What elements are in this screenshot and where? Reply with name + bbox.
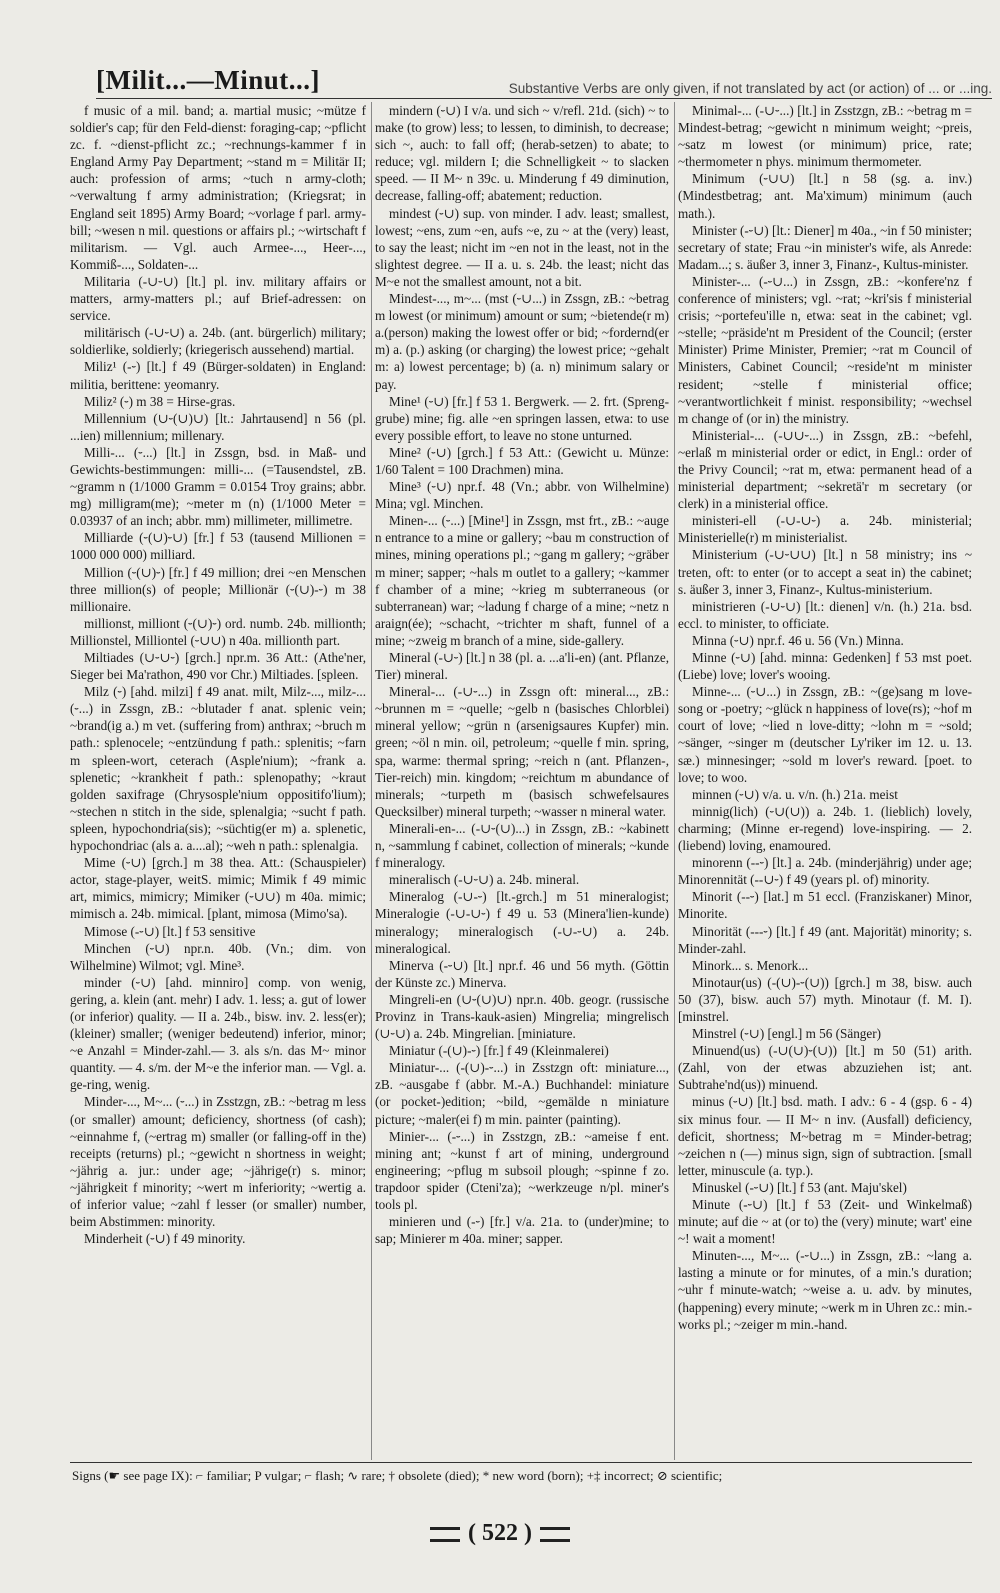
page-title: [Milit...—Minut...] — [96, 65, 320, 95]
dictionary-entry: Miliz² (⏑) m 38 = Hirse-gras. — [84, 393, 236, 409]
dictionary-entry: Minimal-... (-∪⏑...) [lt.] in Zsstzgn, zB.: ~betrag m = Mindest-betrag; ~gewicht n minimum weight; ~preis, ~satz m lowest (or minimum) price, rate; ~thermometer n phys. minimum thermometer. — [678, 103, 972, 170]
dictionary-entry: Minne (⏑∪) [ahd. minna: Gedenken] f 53 mst poet. (Liebe) love; lover's wooing. — [678, 650, 972, 683]
dictionary-entry: Minorität (---⏑) [lt.] f 49 (ant. Majorität) minority; s. Minder-zahl. — [678, 923, 972, 956]
dictionary-entry: mineralisch (-∪⏑∪) a. 24b. mineral. — [389, 872, 580, 888]
dictionary-entry: minnen (⏑∪) v/a. u. v/n. (h.) 21a. meist — [692, 786, 898, 802]
dictionary-entry: Minotaur(us) (-(∪)-⏑(∪)) [grch.] m 38, bisw. auch 50 (37), bisw. auch 57) myth. Minotaur (f. M. I). [minstrel. — [678, 974, 972, 1024]
dictionary-entry: Minier-... (-⏑...) in Zsstzgn, zB.: ~ameise f ent. mining ant; ~kunst f art of mining, underground engineering; ~pflug m subsoil plough; ~spinne f zo. trapdoor spider (Cteni'za); ~werkzeuge n/pl. miner's tools pl. — [375, 1128, 669, 1212]
dictionary-entry: Mimose (-⏑∪) [lt.] f 53 sensitive — [84, 923, 256, 939]
dictionary-entry: Mineral-... (-∪⏑...) in Zssgn oft: mineral..., zB.: ~brunnen m = ~quelle; ~gelb n (basisches Chlorblei) mineral yellow; ~grün n (arsenigsaures Kupfer) min. green; ~öl n min. oil, petroleum; ~quelle f min. spring, spa, warme: thermal spring; ~reich n (ant. Pflanzen-, Tier-reich) min. kingdom; ~reichtum m abundance of minerals; ~turpeth m (basisch schwefelsaures Quecksilber) mineral turpeth; ~wasser n mineral water. — [375, 684, 669, 819]
dictionary-entry: Mine² (⏑∪) [grch.] f 53 Att.: (Gewicht u. Münze: 1/60 Talent = 100 Drachmen) mina. — [375, 444, 669, 477]
dictionary-entry: Million (⏑(∪)⏑) [fr.] f 49 million; drei ~en Menschen three million(s) of people; Millionär (⏑(∪)-⏑) m 38 millionaire. — [70, 564, 366, 614]
dictionary-entry: Minerali-en-... (-∪⏑(∪)...) in Zssgn, zB.: ~kabinett n, ~sammlung f cabinet, collection of minerals; ~kunde f mineralogy. — [375, 820, 669, 871]
dictionary-entry: Minork... s. Menork... — [692, 957, 809, 973]
dictionary-entry: Mindest-..., m~... (mst (⏑∪...) in Zssgn, zB.: ~betrag m lowest (or minimum) amount or sum; ~bietende(r m) a.(person) making the lowest offer or bid; ~fordernd(er m) a. (p.) asking (or charging) the lowest price; ~gehalt m: a) lowest percentage; b) (a. n) minimum salary or pay. — [375, 291, 669, 392]
dictionary-entry: Minuten-..., M~... (-⏑∪...) in Zssgn, zB.: ~lang a. lasting a minute or for minutes, of a min.'s duration; ~uhr f minute-watch; ~weise a. u. adv. by minutes, (happening) every minute; ~werk m in Uhren zc.: min.-works pl.; ~zeiger m min.-hand. — [678, 1248, 972, 1332]
dictionary-entry: Mineral (-∪⏑) [lt.] n 38 (pl. a. ...a'li-en) (ant. Pflanze, Tier) mineral. — [375, 650, 669, 683]
dictionary-entry: Militaria (-∪⏑∪) [lt.] pl. inv. military affairs or matters, army-matters pl.; auf Brief-adressen: on service. — [70, 273, 366, 324]
entry-columns — [70, 102, 972, 1460]
column-2 — [371, 102, 669, 1460]
dictionary-entry: militärisch (-∪⏑∪) a. 24b. (ant. bürgerlich) military; soldierlike, soldierly; (kriegerisch aussehend) martial. — [70, 325, 366, 358]
page-number — [0, 1520, 1000, 1547]
dictionary-entry: Minuskel (-⏑∪) [lt.] f 53 (ant. Maju'skel) — [692, 1179, 907, 1195]
dictionary-entry: Millennium (∪⏑(∪)∪) [lt.: Jahrtausend] n 56 (pl. ...ien) millennium; millenary. — [70, 410, 366, 443]
dictionary-entry: millionst, milliont (⏑(∪)⏑) ord. numb. 24b. millionth; Millionstel, Milliontel (⏑∪∪) n 40a. millionth part. — [70, 615, 366, 648]
column-3 — [674, 102, 972, 1460]
dictionary-entry: Milli-... (⏑...) [lt.] in Zssgn, bsd. in Maß- und Gewichts-bestimmungen: milli-... (=Tausendstel, zB. ~gramm n (1/1000 Gramm = 0.0154 Troy grains; abbr. mg) milligram(me); ~meter m (n) (1/1000 Meter = 0.03937 of an inch; abbr. mm) millimeter, millimetre. — [70, 444, 366, 529]
signs-legend: Signs (☛ see page IX): ⌐ familiar; P vulgar; ⌐ flash; ∿ rare; † obsolete (died); * new word (born); +‡ incorrect; ⊘ scientific; — [72, 1468, 723, 1483]
dictionary-entry: Minchen (⏑∪) npr.n. 40b. (Vn.; dim. von Wilhelmine) Wilmot; vgl. Mine³. — [70, 940, 366, 973]
ornament-left — [430, 1527, 460, 1542]
dictionary-entry: Minimum (⏑∪∪) [lt.] n 58 (sg. a. inv.) (Mindestbetrag; ant. Ma'ximum) minimum (auch math.). — [678, 171, 972, 221]
dictionary-entry: Minute (-⏑∪) [lt.] f 53 (Zeit- und Winkelmaß) minute; auf die ~ at (or to) the (very) minute; wart' eine ~! wait a moment! — [678, 1197, 972, 1247]
dictionary-entry: Minuend(us) (-∪(∪)⏑(∪)) [lt.] m 50 (51) arith. (Zahl, von der etwas abzuziehen ist; ant. Subtrahe'nd(us)) minuend. — [678, 1043, 972, 1093]
dictionary-entry: mindern (⏑∪) I v/a. und sich ~ v/refl. 21d. (sich) ~ to make (to grow) less; to lessen, to diminish, to decrease; sich ~, auch: to fall off; (herab-setzen) to abate; to reduce; vgl. mildern I; die Schnelligkeit ~ to slacken speed. — II M~ n 39c. u. Minderung f 49 diminution, decrease, falling-off; abatement; reduction. — [375, 103, 669, 204]
dictionary-entry: minorenn (--⏑) [lt.] a. 24b. (minderjährig) under age; Minorennität (--∪⏑) f 49 (years pl. of) minority. — [678, 855, 972, 888]
dictionary-entry: Minstrel (⏑∪) [engl.] m 56 (Sänger) — [692, 1026, 882, 1042]
dictionary-entry: Minna (⏑∪) npr.f. 46 u. 56 (Vn.) Minna. — [692, 632, 904, 648]
dictionary-entry: Mime (⏑∪) [grch.] m 38 thea. Att.: (Schauspieler) actor, stage-player, weitS. mimic; Mimik f 49 mimic art, mimics, mimicry; Mimiker (⏑∪∪) m 40a. mimic; mimisch a. 24b. mimical. [plant, mimosa (Mimo'sa). — [70, 855, 366, 922]
dictionary-entry: minieren und (-⏑) [fr.] v/a. 21a. to (under)mine; to sap; Minierer m 40a. miner; sapper. — [375, 1214, 669, 1247]
page-number-text: ( 522 ) — [468, 1520, 532, 1546]
dictionary-entry: Miltiades (∪⏑∪⏑) [grch.] npr.m. 36 Att.: (Athe'ner, Sieger bei Ma'rathon, 490 vor Chr.) Miltiades. [spleen. — [70, 650, 366, 683]
dictionary-entry: Miniatur-... (-(∪)-⏑...) in Zsstzgn oft: miniature..., zB. ~ausgabe f (abbr. M.-A.) Buchhandel: miniature (or pocket-)edition; ~bild, ~gemälde n miniature picture; ~maler(ei f) m min. painter (painting). — [375, 1060, 669, 1127]
dictionary-entry: Minne-... (⏑∪...) in Zssgn, zB.: ~(ge)sang m love-song or -poetry; ~glück n happiness of love(rs); ~hof m court of love; ~lied n love-ditty; ~lohn m = ~sold; ~sänger, ~singer m (deutscher Ly'riker im 12. u. 13. sæ.) minnesinger; ~sold m lover's reward. [poet. to love; to woo. — [678, 684, 972, 785]
dictionary-entry: minnig(lich) (⏑∪(∪)) a. 24b. 1. (lieblich) lovely, charming; (Minne er-regend) love-inspiring. — 2. (liebend) loving, enamoured. — [678, 803, 972, 854]
dictionary-entry: Minister (-⏑∪) [lt.: Diener] m 40a., ~in f 50 minister; secretary of state; Frau ~in minister's wife, als Anrede: Madam...; s. äußer 3, inner 3, Finanz-, Kultus-minister. — [678, 222, 972, 272]
dictionary-entry: Ministerial-... (-∪∪⏑...) in Zssgn, zB.: ~befehl, ~erlaß m ministerial order or edict, in Engl.: order of the Privy Council; ~rat m, etwa: permanent head of a ministerial department; ~sekretä'r m secretary (or clerk) in a ministerial office. — [678, 427, 972, 512]
dictionary-entry: Milliarde (⏑(∪)⏑∪) [fr.] f 53 (tausend Millionen = 1000 000 000) milliard. — [70, 530, 366, 563]
dictionary-entry: Minister-... (-⏑∪...) in Zssgn, zB.: ~konfere'nz f conference of ministers; vgl. ~rat; ~kri'sis f ministerial crisis; ~portefeu'ille n, etwa: seat in the cabinet; vgl. ~stelle; ~präside'nt m President of the Council; (erster Minister) Prime Minister, Premier; ~rat m Council of Ministers, Cabinet Council; ~reside'nt m minister resident; ~stelle f ministerial office; ~verantwortlichkeit f minist. responsibility; ~wechsel m change of (or in) the ministry. — [678, 273, 972, 426]
dictionary-entry: Minorit (--⏑) [lat.] m 51 eccl. (Franziskaner) Minor, Minorite. — [678, 889, 972, 922]
dictionary-entry: f music of a mil. band; a. martial music; ~mütze f soldier's cap; für den Feld-dienst: foraging-cap; ~pflicht zc. f. ~dienst-pflicht zc.; ~rechnungs-kammer f in England Army Pay Department; ~stand m = Militär II; auch: profession of arms; ~tuch n army-cloth; ~verwaltung f army administration; (Kriegsrat; in England seit 1895) Army Board; ~vorlage f parl. army-bill; ~wesen n mil. questions or affairs pl.; ~wirtschaft f militarism. — Vgl. auch Armee-..., Heer-..., Kommiß-..., Soldaten-... — [70, 103, 366, 272]
dictionary-entry: Mine¹ (⏑∪) [fr.] f 53 1. Bergwerk. — 2. frt. (Spreng-grube) mine; fig. alle ~en springen lassen, etwa: to use every possible effort, to leave no stone unturned. — [375, 393, 669, 443]
dictionary-entry: Minen-... (⏑...) [Mine¹] in Zssgn, mst frt., zB.: ~auge n entrance to a mine or gallery; ~bau m construction of mines, mining operations pl.; ~gang m gallery; ~gräber m miner; sapper; ~hals m outlet to a gallery; ~kammer f chamber of a mine; ~krieg m subterraneous (or subterranean) war; ~ladung f charge of a mine; ~netz n araign(ée); ~schacht, ~trichter m shaft, funnel of a mine; ~zweig m branch of a mine, side-gallery. — [375, 513, 669, 648]
footer-rule — [70, 1462, 972, 1463]
dictionary-entry: Mine³ (⏑∪) npr.f. 48 (Vn.; abbr. von Wilhelmine) Mina; vgl. Minchen. — [375, 479, 669, 512]
header-note: Substantive Verbs are only given, if not translated by act (or action) of ... or ...ing. — [508, 81, 992, 96]
dictionary-entry: Ministerium (-∪⏑∪∪) [lt.] n 58 ministry; ins ~ treten, oft: to enter (or to accept a seat in) the cabinet; s. äußer 3, inner 3, Finanz-, Kultus-ministerium. — [678, 547, 972, 597]
dictionary-entry: Minderheit (⏑∪) f 49 minority. — [84, 1231, 246, 1247]
running-header — [96, 56, 992, 99]
dictionary-entry: Miliz¹ (-⏑) [lt.] f 49 (Bürger-soldaten) in England: militia, berittene: yeomanry. — [70, 359, 366, 392]
column-1 — [70, 102, 366, 1460]
dictionary-entry: Miniatur (-(∪)-⏑) [fr.] f 49 (Kleinmalerei) — [389, 1043, 609, 1059]
dictionary-entry: Minder-..., M~... (⏑...) in Zsstzgn, zB.: ~betrag m less (or smaller) amount; deficiency, shortness (of cash); ~einnahme f, (~ertrag m) smaller (or falling-off in the) receipts (returns) pl.; ~gewicht n shortness in weight; ~jährig a. jur.: under age; ~jährige(r) s. minor; ~jährigkeit f minority; ~wert m inferiority; ~wertig a. of inferior value; ~zahl f lesser (or smaller) number, beim Abstimmen: minority. — [70, 1094, 366, 1230]
dictionary-entry: minder (⏑∪) [ahd. minniro] comp. von wenig, gering, a. klein (ant. mehr) I adv. 1. less; a. gut of lower (or inferior) quality. — II a. 24b., bisw. inv. 2. less(er); (kleiner) smaller; (weniger bedeutend) inferior, minor; ~e Anzahl = Minder-zahl.— 3. als s/n. das M~ minor quantity. — 4. s/m. der M~e the inferior man. — Vgl. a. ge-ring, wenig. — [70, 974, 366, 1093]
dictionary-entry: ministrieren (-∪⏑∪) [lt.: dienen] v/n. (h.) 21a. bsd. eccl. to minister, to officiate. — [678, 598, 972, 631]
dictionary-entry: Milz (⏑) [ahd. milzi] f 49 anat. milt, Milz-..., milz-... (⏑...) in Zssgn, zB.: ~blutader f anat. splenic vein; ~brand(ig a.) m vet. (suffering from) anthrax; ~bruch m path.: splenocele; ~entzündung f path.: splenitis; ~farn m spleen-wort, ceterach (Asple'nium); ~frank a. splenetic; ~krankheit f path.: splenopathy; ~kraut golden saxifrage (Chrysosple'nium oppositifo'lium); ~stechen n stitch in the side, splenalgia; ~sucht f path. spleen, hypochondria(sis); ~süchtig(er m) a. splenetic, hypochondriac (als a. a....al); ~weh n path.: splenalgia. — [70, 684, 366, 854]
dictionary-entry: ministeri-ell (-∪-∪⏑) a. 24b. ministerial; Ministerielle(r) m ministerialist. — [678, 513, 972, 546]
dictionary-entry: Minerva (-⏑∪) [lt.] npr.f. 46 und 56 myth. (Göttin der Künste zc.) Minerva. — [375, 957, 669, 990]
dictionary-entry: Mineralog (-∪-⏑) [lt.-grch.] m 51 mineralogist; Mineralogie (-∪-∪⏑) f 49 u. 53 (Minera'lien-kunde) mineralogy; mineralogisch (-∪-⏑∪) a. 24b. mineralogical. — [375, 889, 669, 956]
dictionary-entry: mindest (⏑∪) sup. von minder. I adv. least; smallest, lowest; ~ens, zum ~en, aufs ~e, zu ~ at the (very) least, to say the least; nicht im ~en not in the least, not in the slightest degree. — II a. u. s. 24b. the least; nicht das M~e not the smallest amount, not a bit. — [375, 205, 669, 289]
dictionary-entry: minus (⏑∪) [lt.] bsd. math. I adv.: 6 - 4 (gsp. 6 - 4) six minus four. — II M~ n inv. (Ausfall) deficiency, deficit, shortness; M~betrag m = Minder-betrag; ~zeichen n (—) minus sign, sign of subtraction. [small letter, minuscule (a. typ.). — [678, 1094, 972, 1178]
dictionary-entry: Mingreli-en (∪⏑(∪)∪) npr.n. 40b. geogr. (russische Provinz in Trans-kauk-asien) Mingrelia; mingrelisch (∪⏑∪) a. 24b. Mingrelian. [miniature. — [375, 991, 669, 1042]
ornament-right — [540, 1527, 570, 1542]
